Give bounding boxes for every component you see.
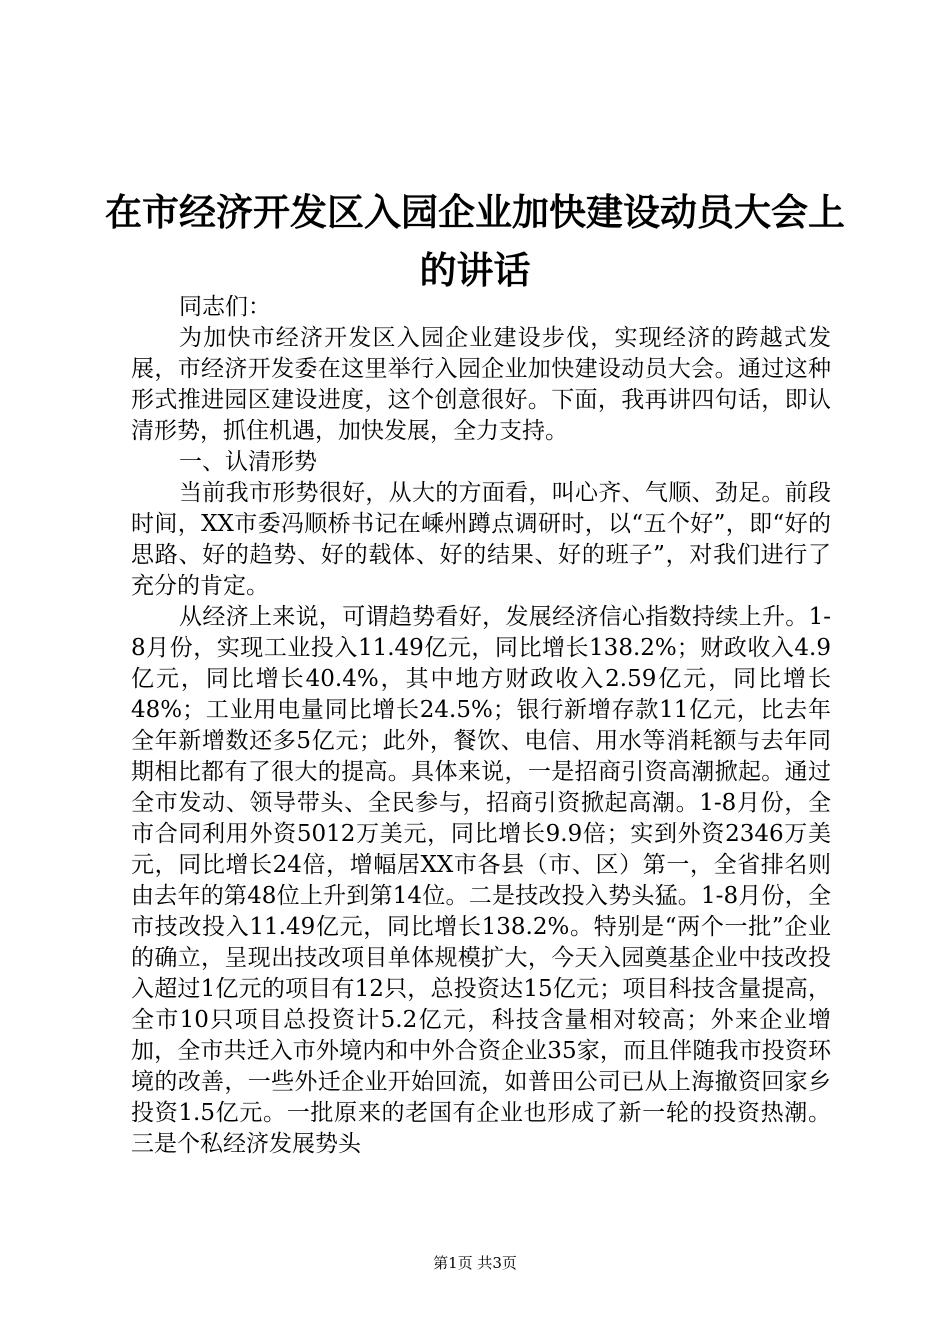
page-number-footer: 第1页 共3页 bbox=[433, 1254, 517, 1272]
document-title-line-2: 的讲话 bbox=[419, 248, 531, 292]
salutation-paragraph: 同志们： bbox=[179, 294, 271, 320]
section-heading: 一、认清形势 bbox=[179, 449, 317, 475]
intro-paragraph: 为加快市经济开发区入园企业建设步伐，实现经济的跨越式发展，市经济开发委在这里举行入园企业加快建设动员大会。通过这种形式推进园区建设进度，这个创意很好。下面，我再讲四句话，即认清形势，抓住机遇，加快发展，全力支持。 bbox=[131, 325, 831, 444]
body-paragraph: 当前我市形势很好，从大的方面看，叫心齐、气顺、劲足。前段时间，XX市委冯顺桥书记在嵊州蹲点调研时，以“五个好”，即“好的思路、好的趋势、好的载体、好的结果、好的班子”，对我们进行了充分的肯定。 bbox=[131, 480, 831, 599]
body-paragraph: 从经济上来说，可谓趋势看好，发展经济信心指数持续上升。1-8月份，实现工业投入11.49亿元，同比增长138.2%；财政收入4.9亿元，同比增长40.4%，其中地方财政收入2.59亿元，同比增长48%；工业用电量同比增长24.5%；银行新增存款11亿元，比去年全年新增数还多5亿元；此外，餐饮、电信、用水等消耗额与去年同期相比都有了很大的提高。具体来说，一是招商引资高潮掀起。通过全市发动、领导带头、全民参与，招商引资掀起高潮。1-8月份，全市合同利用外资5012万美元，同比增长9.9倍；实到外资2346万美元，同比增长24倍，增幅居XX市各县（市、区）第一，全省排名则由去年的第48位上升到第14位。二是技改投入势头猛。1-8月份，全市技改投入11.49亿元，同比增长138.2%。特别是“两个一批”企业的确立，呈现出技改项目单体规模扩大，今天入园奠基企业中技改投入超过1亿元的项目有12只，总投资达15亿元；项目科技含量提高，全市10只项目总投资计5.2亿元，科技含量相对较高；外来企业增加，全市共迁入市外境内和中外合资企业35家，而且伴随我市投资环境的改善，一些外迁企业开始回流，如普田公司已从上海撤资回家乡投资1.5亿元。一批原来的老国有企业也形成了新一轮的投资热潮。三是个私经济发展势头 bbox=[131, 604, 831, 1157]
document-title-line-1: 在市经济开发区入园企业加快建设动员大会上 bbox=[105, 190, 845, 234]
document-body bbox=[131, 292, 831, 1160]
